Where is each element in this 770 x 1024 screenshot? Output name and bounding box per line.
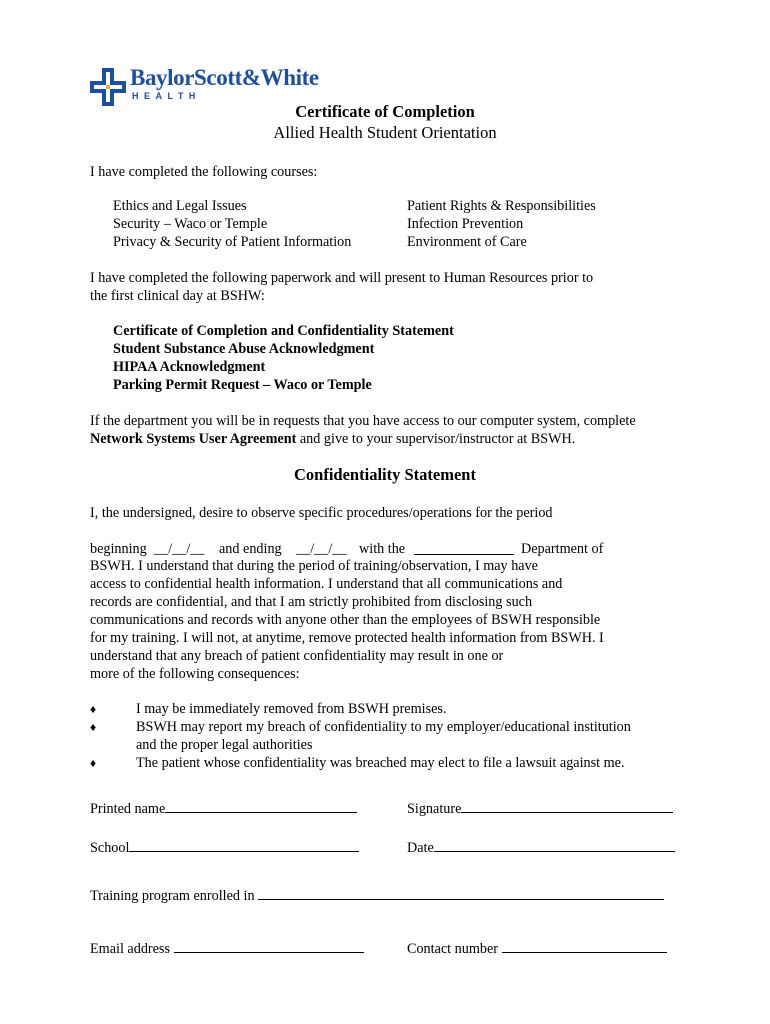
statement-line: understand that any breach of patient confidentiality may result in one or [90, 648, 504, 664]
contact-label: Contact number [407, 941, 499, 957]
courses-intro: I have completed the following courses: [90, 164, 318, 180]
paperwork-intro: I have completed the following paperwork and will present to Human Resources prior to [90, 270, 594, 286]
statement-line: access to confidential health information. I understand that all communications and [90, 576, 563, 592]
bullet-diamond-icon: ♦ [90, 702, 97, 716]
network-note-rest: and give to your supervisor/instructor at BSWH. [296, 431, 576, 447]
school-row [90, 837, 359, 857]
network-note: If the department you will be in requests that you have access to our computer system, complete [90, 413, 636, 429]
consequence-item: and the proper legal authorities [136, 737, 313, 753]
network-agreement-name: Network Systems User Agreement [90, 431, 297, 447]
email-field[interactable] [174, 938, 364, 953]
consequence-item: I may be immediately removed from BSWH premises. [136, 701, 447, 717]
printed-name-row [90, 798, 357, 818]
paperwork-item: Student Substance Abuse Acknowledgment [113, 341, 375, 357]
statement-line: records are confidential, and that I am strictly prohibited from disclosing such [90, 594, 533, 610]
statement-line: communications and records with anyone other than the employees of BSWH responsible [90, 612, 601, 628]
school-field[interactable] [129, 837, 359, 852]
contact-field[interactable] [502, 938, 667, 953]
date-row [407, 837, 675, 857]
training-label: Training program enrolled in [90, 888, 255, 904]
department-label: Department of [521, 541, 604, 557]
email-row [90, 938, 364, 958]
email-label: Email address [90, 941, 170, 957]
undersigned-text: I, the undersigned, desire to observe specific procedures/operations for the period [90, 505, 553, 521]
course-item: Infection Prevention [407, 216, 524, 232]
period-beginning-label: beginning [90, 541, 147, 557]
statement-line: for my training. I will not, at anytime, remove protected health information from BSWH. I [90, 630, 604, 646]
course-item: Environment of Care [407, 234, 527, 250]
paperwork-intro: the first clinical day at BSHW: [90, 288, 265, 304]
bullet-diamond-icon: ♦ [90, 720, 97, 734]
course-item: Security – Waco or Temple [113, 216, 268, 232]
statement-line: BSWH. I understand that during the period of training/observation, I may have [90, 558, 538, 574]
logo-subtext: HEALTH [132, 91, 201, 101]
training-row [90, 885, 664, 905]
contact-row [407, 938, 667, 958]
cross-logo-icon [90, 68, 126, 106]
course-item: Ethics and Legal Issues [113, 198, 247, 214]
consequence-item: The patient whose confidentiality was breached may elect to file a lawsuit against me. [136, 755, 625, 771]
period-start-date[interactable]: __/__/__ [154, 541, 205, 557]
period-end-date[interactable]: __/__/__ [296, 541, 347, 557]
bullet-diamond-icon: ♦ [90, 756, 97, 770]
paperwork-item: Parking Permit Request – Waco or Temple [113, 377, 372, 393]
training-field[interactable] [258, 885, 664, 900]
statement-line: more of the following consequences: [90, 666, 300, 682]
signature-row [407, 798, 673, 818]
date-field[interactable] [434, 837, 675, 852]
consequence-item: BSWH may report my breach of confidentiality to my employer/educational institution [136, 719, 631, 735]
bswh-logo [90, 66, 320, 106]
course-item: Patient Rights & Responsibilities [407, 198, 596, 214]
confidentiality-heading: Confidentiality Statement [294, 465, 476, 484]
logo-wordmark: BaylorScott&White [130, 65, 319, 90]
date-label: Date [407, 840, 434, 856]
school-label: School [90, 840, 130, 856]
paperwork-item: Certificate of Completion and Confidentiality Statement [113, 323, 454, 339]
page-title: Certificate of Completion [295, 102, 475, 121]
paperwork-item: HIPAA Acknowledgment [113, 359, 266, 375]
printed-name-label: Printed name [90, 801, 166, 817]
period-with-label: with the [359, 541, 406, 557]
page-subtitle: Allied Health Student Orientation [273, 123, 497, 142]
network-note-line2 [90, 430, 575, 448]
signature-field[interactable] [461, 798, 673, 813]
signature-label: Signature [407, 801, 462, 817]
printed-name-field[interactable] [165, 798, 357, 813]
period-ending-label: and ending [219, 541, 282, 557]
course-item: Privacy & Security of Patient Information [113, 234, 352, 250]
